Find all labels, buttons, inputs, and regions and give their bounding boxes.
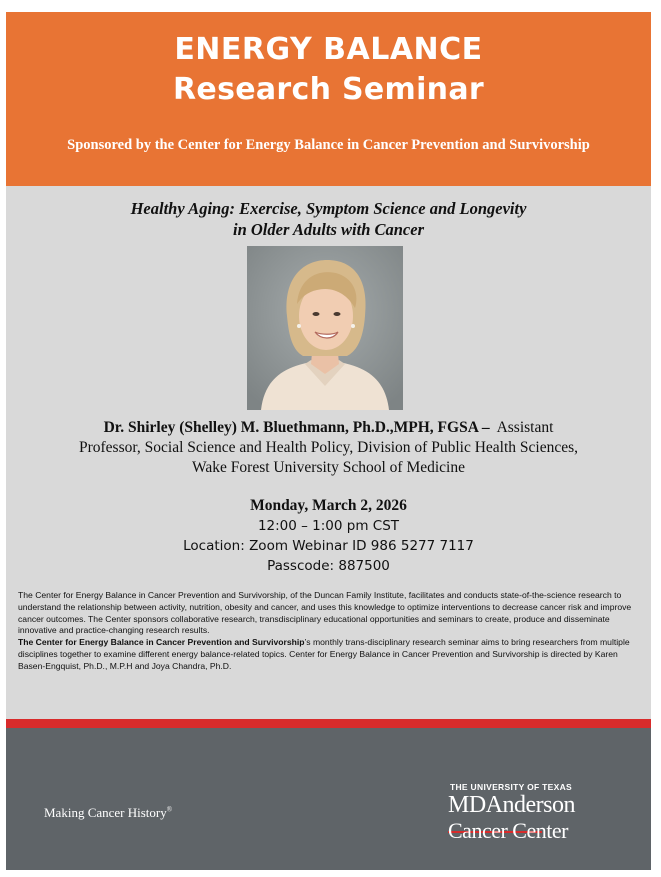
about-paragraph-2-rest: ’s monthly trans-disciplinary research seminar aims to bring researchers from multiple disciplines together to examine different energy balance-related topics. Center for Energy Balance in Cancer Prevention and Survivorship is directed by Karen Basen-Engquist, Ph.D., M.P.H and Joya Chandra, Ph.D. (18, 637, 630, 671)
event-details (26, 496, 631, 576)
seminar-title (46, 198, 611, 240)
speaker-title-start: Assistant (496, 419, 554, 436)
speaker-title-line3: Wake Forest University School of Medicine (192, 459, 465, 476)
footer-band (6, 728, 651, 870)
logo-cancer-center: Cancer Center (448, 818, 568, 843)
about-paragraph-1: The Center for Energy Balance in Cancer Prevention and Survivorship, of the Duncan Family Institute, facilitates and conducts state-of-the-science research to understand the relationship between activity, nutrition, obesity and cancer, and uses this knowledge to optimize interventions to decrease cancer risk and improve cancer outcomes. The Center sponsors collaborative research, transdisciplinary educational opportunities and seminars to create, produce and disseminate innovative and practice-changing research results. (18, 590, 632, 636)
flyer (6, 12, 651, 870)
speaker-photo (247, 246, 403, 410)
md-anderson-logo (448, 782, 626, 844)
about-center (18, 590, 639, 673)
seminar-title-line2: in Older Adults with Cancer (232, 220, 424, 239)
tagline-text: Making Cancer History (44, 805, 167, 820)
event-location: Location: Zoom Webinar ID 986 5277 7117 (183, 538, 474, 554)
about-center-name: The Center for Energy Balance in Cancer Prevention and Survivorship (18, 637, 305, 648)
event-passcode: Passcode: 887500 (267, 558, 390, 574)
making-cancer-history-tagline (44, 805, 172, 821)
about-paragraph-2 (18, 637, 639, 672)
title-energy-balance: ENERGY BALANCE (174, 32, 483, 67)
speaker-portrait-illustration (247, 246, 403, 410)
title-research-seminar: Research Seminar (173, 72, 484, 107)
sponsor-line: Sponsored by the Center for Energy Balance in Cancer Prevention and Survivorship (67, 137, 590, 153)
speaker-info (26, 418, 631, 478)
speaker-name: Dr. Shirley (Shelley) M. Bluethmann, Ph.D.,MPH, FGSA – (103, 419, 490, 436)
event-date: Monday, March 2, 2026 (250, 497, 407, 514)
header-banner (6, 12, 651, 186)
speaker-title-line2: Professor, Social Science and Health Policy, Division of Public Health Sciences, (78, 439, 578, 456)
logo-university-of-texas: THE UNIVERSITY OF TEXAS (450, 782, 572, 792)
red-divider (6, 719, 651, 728)
logo-md-anderson: MDAnderson (448, 792, 575, 818)
event-time: 12:00 – 1:00 pm CST (257, 518, 400, 534)
registered-mark: ® (166, 805, 173, 814)
speaker-line1 (26, 418, 631, 438)
seminar-title-line1: Healthy Aging: Exercise, Symptom Science and Longevity (130, 199, 527, 218)
